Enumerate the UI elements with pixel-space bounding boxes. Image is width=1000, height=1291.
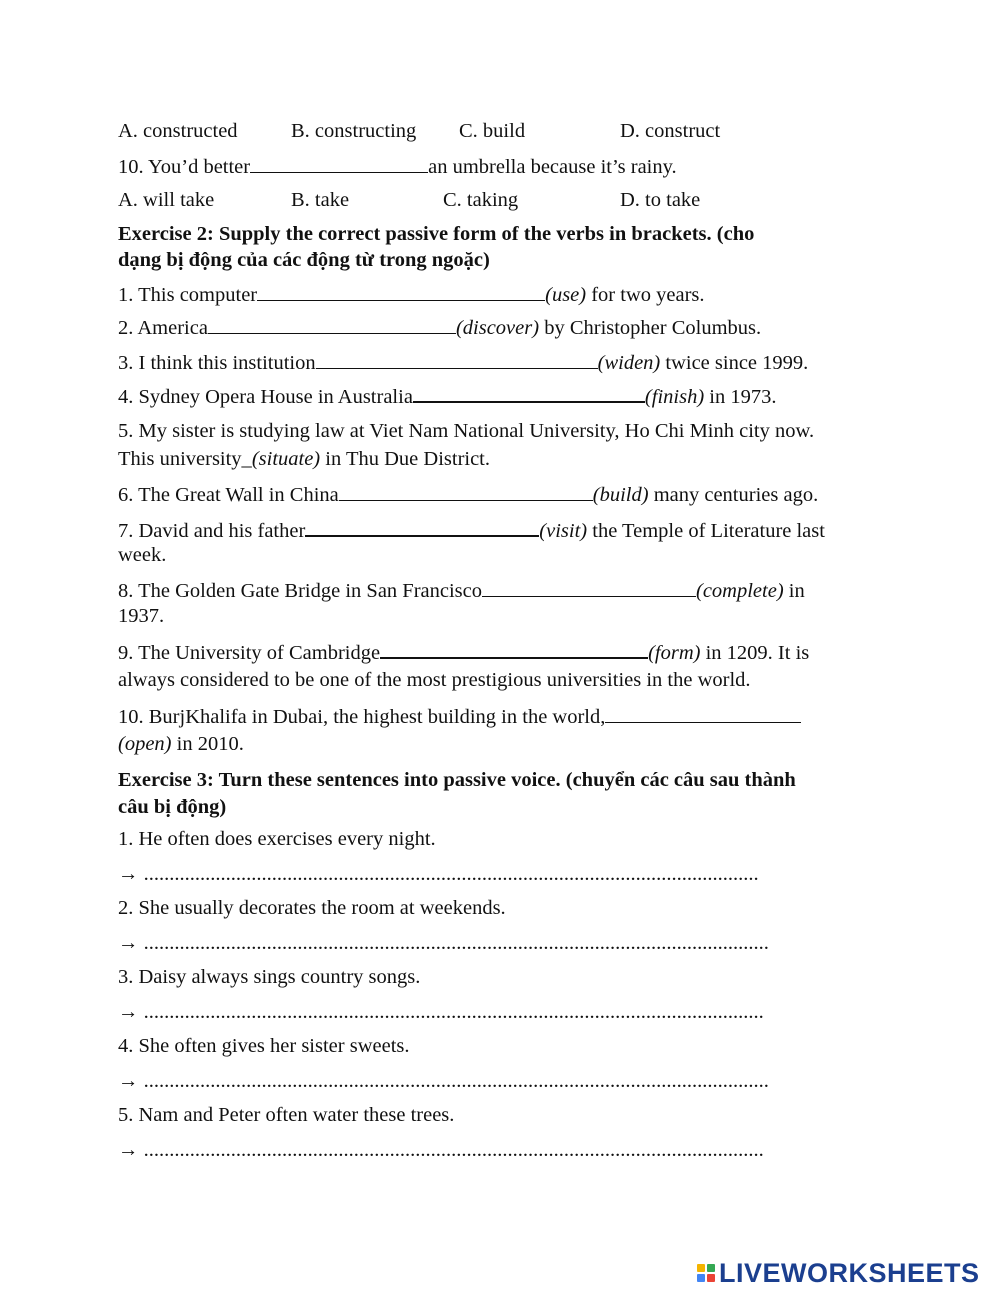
ex2-item-3-after: twice since 1999. xyxy=(660,352,809,374)
ex2-item-9-after: in 1209. It is xyxy=(700,642,810,664)
q10-option-a[interactable]: A. will take xyxy=(118,189,215,211)
ex2-item-9-line2: always considered to be one of the most prestigious universities in the world. xyxy=(118,669,751,691)
q9-option-c[interactable]: C. build xyxy=(459,120,526,142)
ex2-item-1-blank[interactable] xyxy=(257,282,545,301)
q10-option-b[interactable]: B. take xyxy=(291,189,350,211)
ex2-item-10-after: in 2010. xyxy=(171,733,244,755)
q10-question xyxy=(118,154,677,179)
ex2-item-5-verb: (situate) xyxy=(251,448,321,470)
logo-square-v xyxy=(697,1274,705,1282)
ex2-item-8-after: in xyxy=(783,580,805,602)
ex2-item-10-blank[interactable] xyxy=(605,704,801,723)
ex2-item-7-line2: week. xyxy=(118,544,167,566)
ex2-item-6-text: 6. The Great Wall in China xyxy=(118,484,339,506)
exercise3-heading-line2: câu bị động) xyxy=(118,796,227,818)
ex2-item-7 xyxy=(118,517,825,543)
ex3-item-3-prompt: 3. Daisy always sings country songs. xyxy=(118,966,421,988)
ex2-item-10-text: 10. BurjKhalifa in Dubai, the highest building in the world, xyxy=(118,706,606,728)
ex2-item-4-after: in 1973. xyxy=(704,386,777,408)
ex2-item-6-blank[interactable] xyxy=(339,482,593,501)
ex2-item-5-text[interactable]: This university_ xyxy=(118,448,252,470)
ex3-item-3-answer-line[interactable]: → ......................................................................................................................... xyxy=(118,1001,764,1023)
ex2-item-8-line2: 1937. xyxy=(118,605,165,627)
q10-text-after: an umbrella because it’s rainy. xyxy=(428,156,677,178)
ex2-item-7-after: the Temple of Literature last xyxy=(587,520,825,542)
liveworksheets-logo[interactable] xyxy=(697,1258,980,1288)
q9-option-a[interactable]: A. constructed xyxy=(118,120,238,142)
ex2-item-5-after: in Thu Due District. xyxy=(320,448,491,470)
ex3-item-4-prompt: 4. She often gives her sister sweets. xyxy=(118,1035,410,1057)
ex2-item-5-line1: 5. My sister is studying law at Viet Nam National University, Ho Chi Minh city now. xyxy=(118,420,815,442)
ex2-item-8 xyxy=(118,578,805,603)
ex2-item-4-verb: (finish) xyxy=(644,386,705,408)
ex2-item-6-verb: (build) xyxy=(592,484,649,506)
ex2-item-6 xyxy=(118,482,818,507)
logo-square-e xyxy=(707,1274,715,1282)
liveworksheets-logo-icon xyxy=(697,1264,715,1282)
logo-square-i xyxy=(707,1264,715,1272)
ex3-item-5-answer-line[interactable]: → ......................................................................................................................... xyxy=(118,1139,764,1161)
q10-answer-blank[interactable] xyxy=(250,154,428,173)
ex2-item-4 xyxy=(118,383,776,409)
ex2-item-4-blank[interactable] xyxy=(413,383,645,403)
q10-option-c[interactable]: C. taking xyxy=(443,189,519,211)
ex2-item-7-blank[interactable] xyxy=(305,517,539,537)
ex2-item-2-after: by Christopher Columbus. xyxy=(539,317,762,339)
ex2-item-8-blank[interactable] xyxy=(482,578,696,597)
ex2-item-9-verb: (form) xyxy=(648,642,701,664)
exercise3-heading-line1: Exercise 3: Turn these sentences into passive voice. (chuyển các câu sau thành xyxy=(118,769,796,791)
ex2-item-7-text: 7. David and his father xyxy=(118,520,306,542)
ex3-item-2-answer-line[interactable]: → .......................................................................................................................... xyxy=(118,932,769,954)
ex3-item-2-prompt: 2. She usually decorates the room at weekends. xyxy=(118,897,506,919)
ex2-item-2-verb: (discover) xyxy=(455,317,540,339)
ex2-item-3 xyxy=(118,350,808,375)
liveworksheets-brand-text: LIVEWORKSHEETS xyxy=(719,1257,980,1288)
ex2-item-2 xyxy=(118,315,761,340)
ex2-item-1-text: 1. This computer xyxy=(118,284,258,306)
ex2-item-5-line2 xyxy=(118,447,490,471)
exercise2-heading-line1: Exercise 2: Supply the correct passive form of the verbs in brackets. (cho xyxy=(118,223,755,245)
logo-square-l xyxy=(697,1264,705,1272)
ex2-item-2-blank[interactable] xyxy=(208,315,456,334)
ex2-item-9-text: 9. The University of Cambridge xyxy=(118,642,381,664)
ex3-item-1-prompt: 1. He often does exercises every night. xyxy=(118,828,436,850)
ex2-item-3-blank[interactable] xyxy=(316,350,598,369)
ex2-item-3-text: 3. I think this institution xyxy=(118,352,316,374)
ex2-item-1 xyxy=(118,282,705,307)
q9-option-b[interactable]: B. constructing xyxy=(291,120,417,142)
q10-text-before: 10. You’d better xyxy=(118,156,251,178)
ex2-item-3-verb: (widen) xyxy=(597,352,661,374)
ex2-item-9 xyxy=(118,639,809,665)
ex3-item-5-prompt: 5. Nam and Peter often water these trees. xyxy=(118,1104,455,1126)
ex2-item-7-verb: (visit) xyxy=(539,520,588,542)
ex2-item-8-text: 8. The Golden Gate Bridge in San Francisco xyxy=(118,580,482,602)
ex2-item-4-text: 4. Sydney Opera House in Australia xyxy=(118,386,413,408)
ex3-item-1-answer-line[interactable]: → ........................................................................................................................ xyxy=(118,863,759,885)
q10-option-d[interactable]: D. to take xyxy=(620,189,701,211)
ex2-item-9-blank[interactable] xyxy=(380,639,648,659)
ex2-item-2-text: 2. America xyxy=(118,317,208,339)
ex3-item-4-answer-line[interactable]: → .......................................................................................................................... xyxy=(118,1070,769,1092)
ex2-item-1-verb: (use) xyxy=(545,284,587,306)
ex2-item-10 xyxy=(118,704,801,729)
q9-option-d[interactable]: D. construct xyxy=(620,120,721,142)
ex2-item-10-line2 xyxy=(118,732,244,756)
ex2-item-6-after: many centuries ago. xyxy=(648,484,819,506)
ex2-item-8-verb: (complete) xyxy=(696,580,784,602)
ex2-item-10-verb: (open) xyxy=(118,733,172,755)
ex2-item-1-after: for two years. xyxy=(586,284,705,306)
exercise2-heading-line2: dạng bị động của các động từ trong ngoặc) xyxy=(118,249,490,271)
